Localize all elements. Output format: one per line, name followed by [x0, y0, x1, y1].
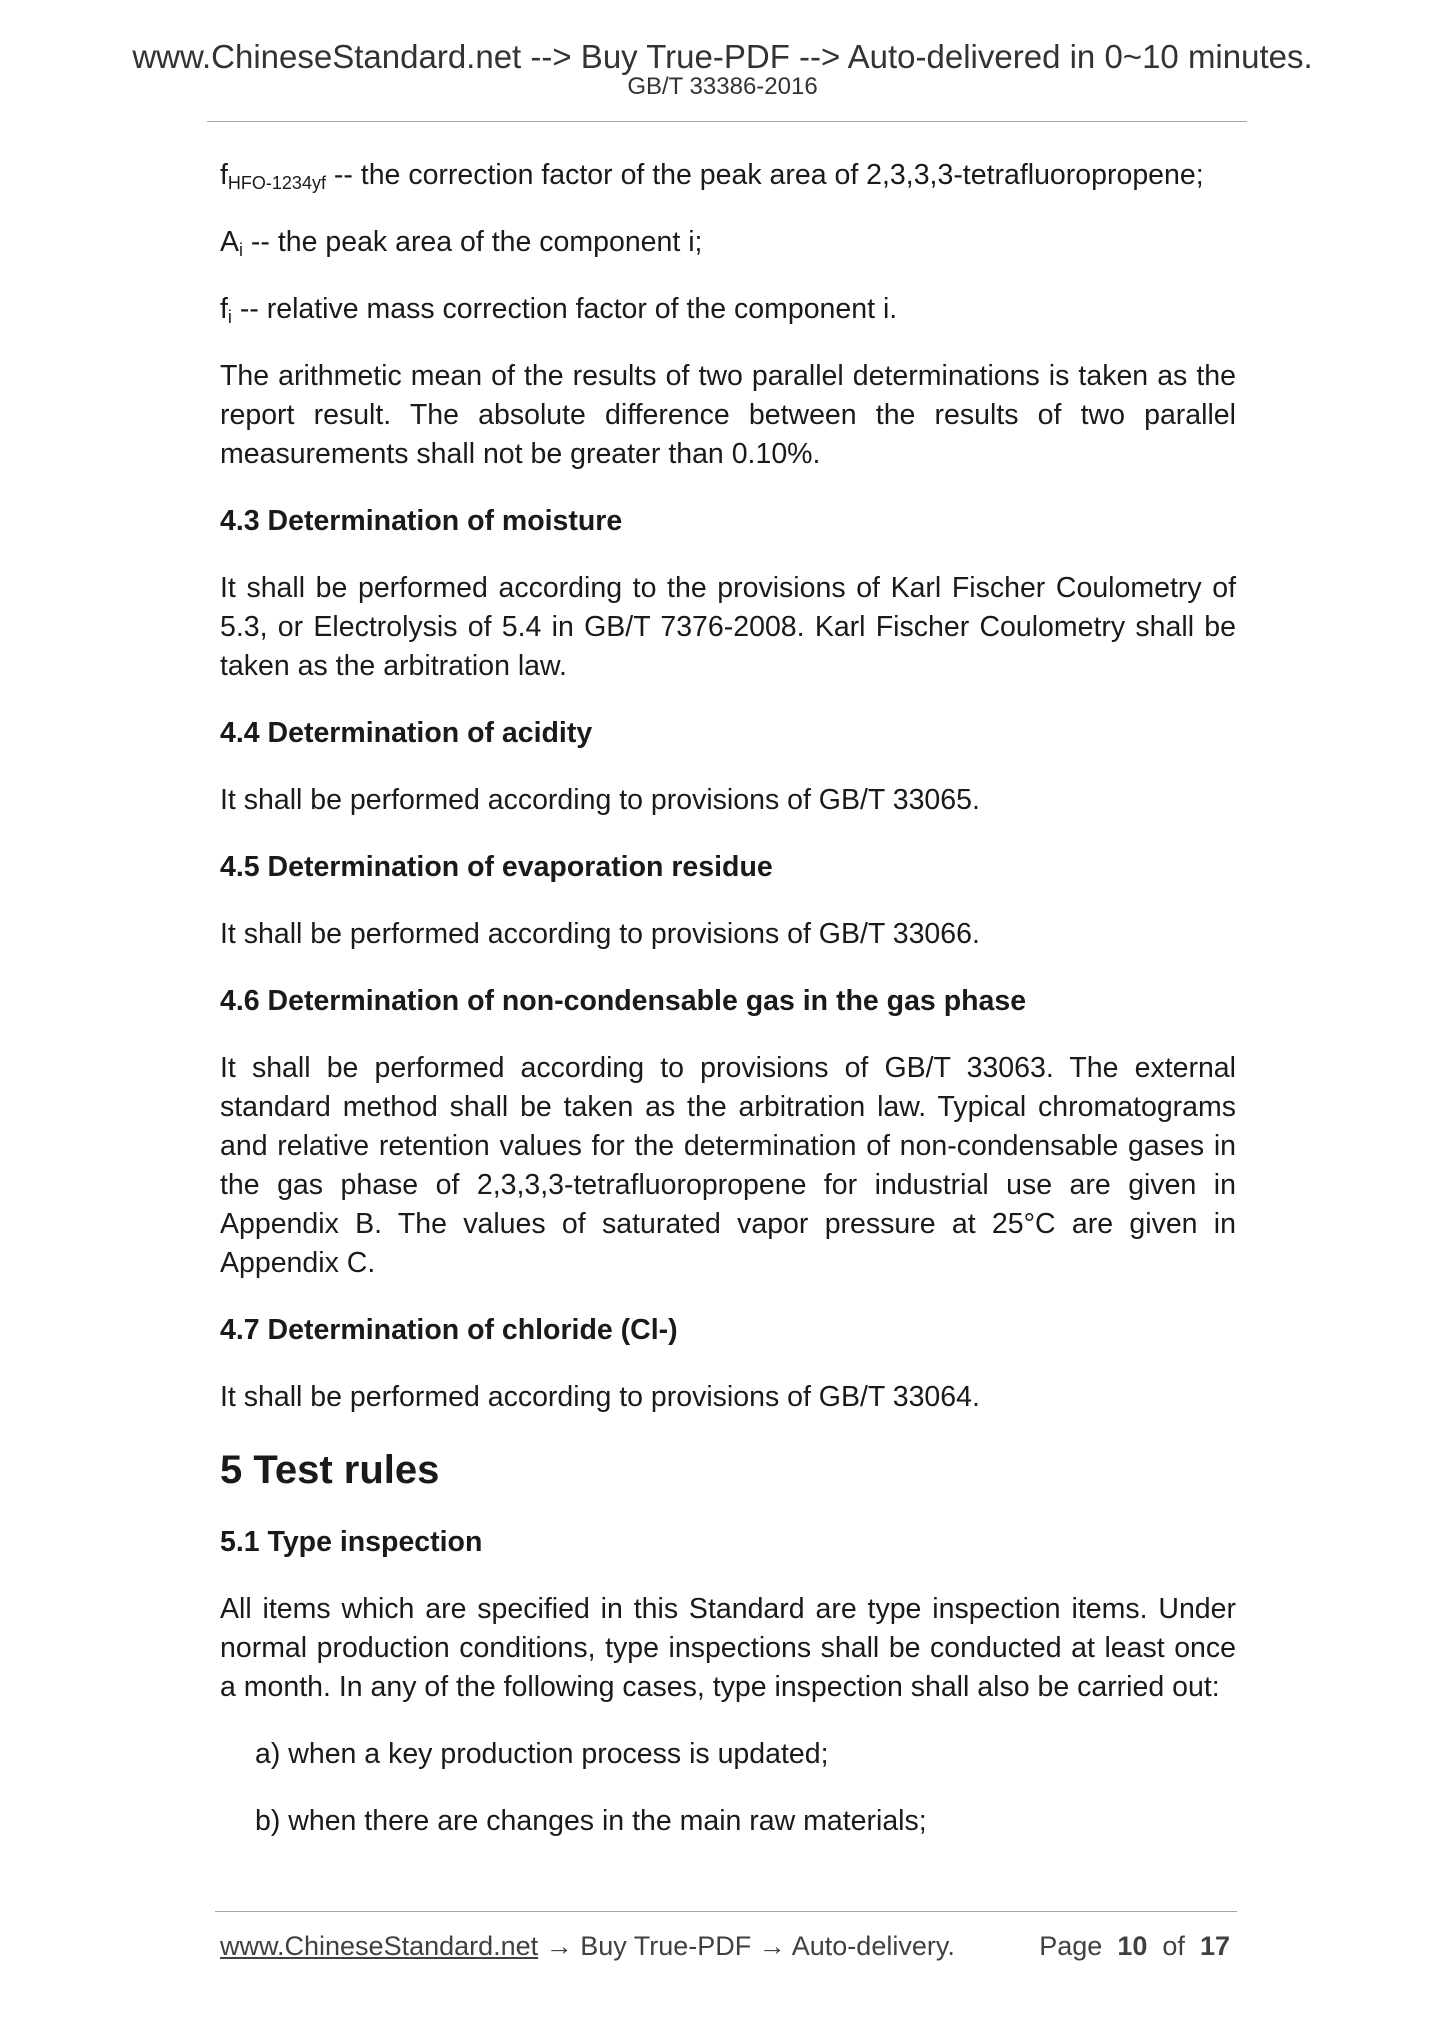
- arrow-right-icon: →: [751, 1931, 792, 1961]
- definition-f-i: $f_i$ -- relative mass correction factor of the component i.: [220, 293, 898, 327]
- header-divider: [207, 121, 1247, 122]
- section-4-5-heading: 4.5 Determination of evaporation residue: [220, 851, 773, 883]
- list-item-a: a) when a key production process is updated;: [255, 1738, 829, 1770]
- section-4-7-heading: 4.7 Determination of chloride (Cl-): [220, 1314, 678, 1346]
- section-4-3-text: It shall be performed according to the provisions of Karl Fischer Coulometry of 5.3, or Electrolysis of 5.4 in GB/T 7376-2008. Karl Fischer Coulometry shall be taken as the arbitration law.: [220, 572, 1236, 682]
- list-item-b: b) when there are changes in the main raw materials;: [255, 1805, 927, 1837]
- section-5-1-text: All items which are specified in this Standard are type inspection items. Under normal production conditions, type inspections shall be conducted at least once a month. In any of the following cases, type inspection shall also be carried out:: [220, 1593, 1236, 1703]
- footer-divider: [215, 1911, 1237, 1912]
- paragraph-arithmetic-mean: The arithmetic mean of the results of two parallel determinations is taken as the report result. The absolute difference between the results of two parallel measurements shall not be greater than 0.10%.: [220, 360, 1236, 470]
- arrow-right-icon: →: [538, 1931, 581, 1961]
- footer-site-link[interactable]: www.ChineseStandard.net: [220, 1931, 539, 1961]
- chapter-5-heading: 5 Test rules: [220, 1448, 440, 1492]
- footer-links: [220, 1931, 955, 1962]
- footer-buy-text: Buy True-PDF: [580, 1931, 752, 1961]
- definition-f-hfo: $f_{HFO-1234yf}$ -- the correction factor of the peak area of 2,3,3,3-tetrafluoropropene;: [220, 159, 1204, 193]
- footer-delivery-text: Auto-delivery.: [791, 1931, 955, 1961]
- page-content: [220, 156, 1236, 1869]
- page-total: 17: [1199, 1931, 1230, 1961]
- section-5-1-heading: 5.1 Type inspection: [220, 1526, 483, 1558]
- page-number: 10: [1117, 1931, 1148, 1961]
- section-4-3-heading: 4.3 Determination of moisture: [220, 505, 623, 537]
- section-4-5-text: It shall be performed according to provisions of GB/T 33066.: [220, 918, 980, 950]
- section-4-4-heading: 4.4 Determination of acidity: [220, 717, 593, 749]
- page-indicator: [1039, 1931, 1230, 1962]
- page-of-label: of: [1162, 1931, 1185, 1961]
- section-4-4-text: It shall be performed according to provisions of GB/T 33065.: [220, 784, 980, 816]
- section-4-7-text: It shall be performed according to provisions of GB/T 33064.: [220, 1381, 980, 1413]
- page-label: Page: [1039, 1931, 1103, 1961]
- section-4-6-heading: 4.6 Determination of non-condensable gas in the gas phase: [220, 985, 1027, 1017]
- section-4-6-text: It shall be performed according to provisions of GB/T 33063. The external standard method shall be taken as the arbitration law. Typical chromatograms and relative retention values for the determination of non-condensable gases in the gas phase of 2,3,3,3-tetrafluoropropene for industrial use are given in Appendix B. The values of saturated vapor pressure at 25°C are given in Appendix C.: [220, 1052, 1236, 1279]
- header-banner: www.ChineseStandard.net --> Buy True-PDF --> Auto-delivered in 0~10 minutes.: [132, 38, 1313, 75]
- standard-code: GB/T 33386-2016: [627, 73, 818, 100]
- definition-a-i: $A_i$ -- the peak area of the component i;: [220, 226, 703, 260]
